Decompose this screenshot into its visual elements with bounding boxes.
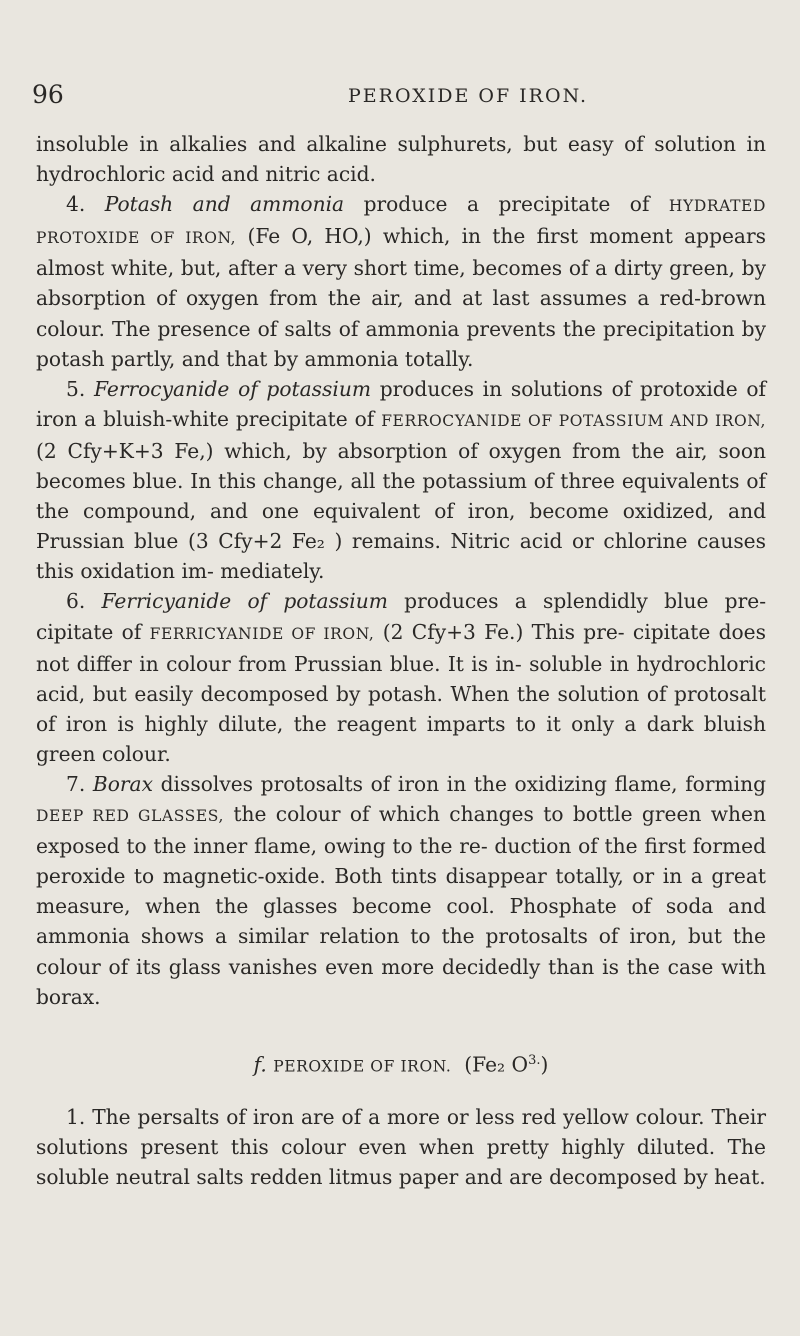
reagent-name: Potash and ammonia — [104, 192, 345, 217]
reagent-name: Ferrocyanide of potassium — [93, 376, 371, 401]
paragraph-text: (Fe O, HO,) which, in the first moment appears almost white, but, after a very short time, becomes of a dirty green, by absorption of oxygen from the air, and at last assumes a red-brown colour. The presence of salts of ammonia prevents the precipitation by potash partly, and that by ammonia totally. — [36, 224, 766, 371]
continuation-text: insoluble in alkalies and alkaline sulphurets, but easy of solution in hydrochloric acid and nitric acid. — [36, 132, 766, 187]
section-heading — [36, 1046, 766, 1082]
paragraph-continuation — [36, 129, 766, 189]
paragraph-text: produces in solutions of protoxide of iron a bluish-white precipitate of — [36, 376, 766, 431]
paragraph-text: (2 Cfy+K+3 Fe,) which, by absorption of oxygen from the air, soon becomes blue. In this change, all the potassium of three equivalents of the compound, and one equivalent of iron, become oxidized, and Prussian blue (3 Cfy+2 Fe₂ ) remains. Nitric acid or chlorine causes this oxidation im- mediately. — [36, 438, 766, 584]
paragraph-text: produces a splendidly blue pre- cipitate of — [36, 589, 767, 644]
paragraph-number: 7. — [66, 771, 86, 796]
paragraph-text: (2 Cfy+3 Fe.) This pre- cipitate does not differ in colour from Prussian blue. It is in- soluble in hydrochloric acid, but easily decomposed by potash. When the solution of protosalt of iron is highly dilute, the reagent imparts to it only a dark bluish green colour. — [36, 619, 766, 766]
paragraph-number: 1. — [66, 1104, 86, 1129]
paragraph-4 — [36, 189, 766, 374]
section-formula: (Fe₂ O — [464, 1052, 529, 1077]
paragraph-text: The persalts of iron are of a more or less red yellow colour. Their solutions present this colour even when pretty highly diluted. The soluble neutral salts redden litmus paper and are decomposed by heat. — [36, 1104, 766, 1189]
paragraph-7 — [36, 769, 766, 1012]
paragraph-number: 6. — [66, 589, 86, 614]
running-title: PEROXIDE OF IRON. — [348, 85, 589, 107]
paragraph-6 — [36, 586, 766, 769]
page-number: 96 — [32, 80, 64, 109]
product-name: HYDRATED PROTOXIDE OF IRON, — [36, 197, 766, 248]
product-name: FERROCYANIDE OF POTASSIUM AND IRON, — [381, 411, 766, 430]
body-text — [36, 129, 766, 1192]
product-name: DEEP RED GLASSES, — [36, 807, 224, 826]
paragraph-text: the colour of which changes to bottle green when exposed to the inner flame, owing to the re- duction of the first formed peroxide to magnetic-oxide. Both tints disappear totally, or in a great measure, when the glasses become cool. Phosphate of soda and ammonia shows a similar relation to the protosalts of iron, but the colour of its glass vanishes even more decidedly than is the case with borax. — [36, 802, 767, 1009]
paragraph-5 — [36, 374, 766, 587]
paragraph-number: 5. — [66, 376, 86, 401]
paragraph-text: produce a precipitate of — [363, 192, 650, 217]
paragraph-text: dissolves protosalts of iron in the oxidizing flame, forming — [160, 771, 767, 796]
running-header — [30, 80, 770, 110]
reagent-name: Borax — [92, 771, 153, 796]
reagent-name: Ferricyanide of potassium — [101, 589, 388, 614]
paragraph-number: 4. — [66, 192, 86, 217]
product-name: FERRICYANIDE OF IRON, — [149, 624, 375, 643]
section-letter: f. — [253, 1052, 267, 1077]
formula-superscript: 3. — [528, 1052, 541, 1068]
paragraph-f1 — [36, 1102, 766, 1192]
section-title: PEROXIDE OF IRON. — [273, 1057, 452, 1076]
formula-close: ) — [540, 1052, 549, 1077]
